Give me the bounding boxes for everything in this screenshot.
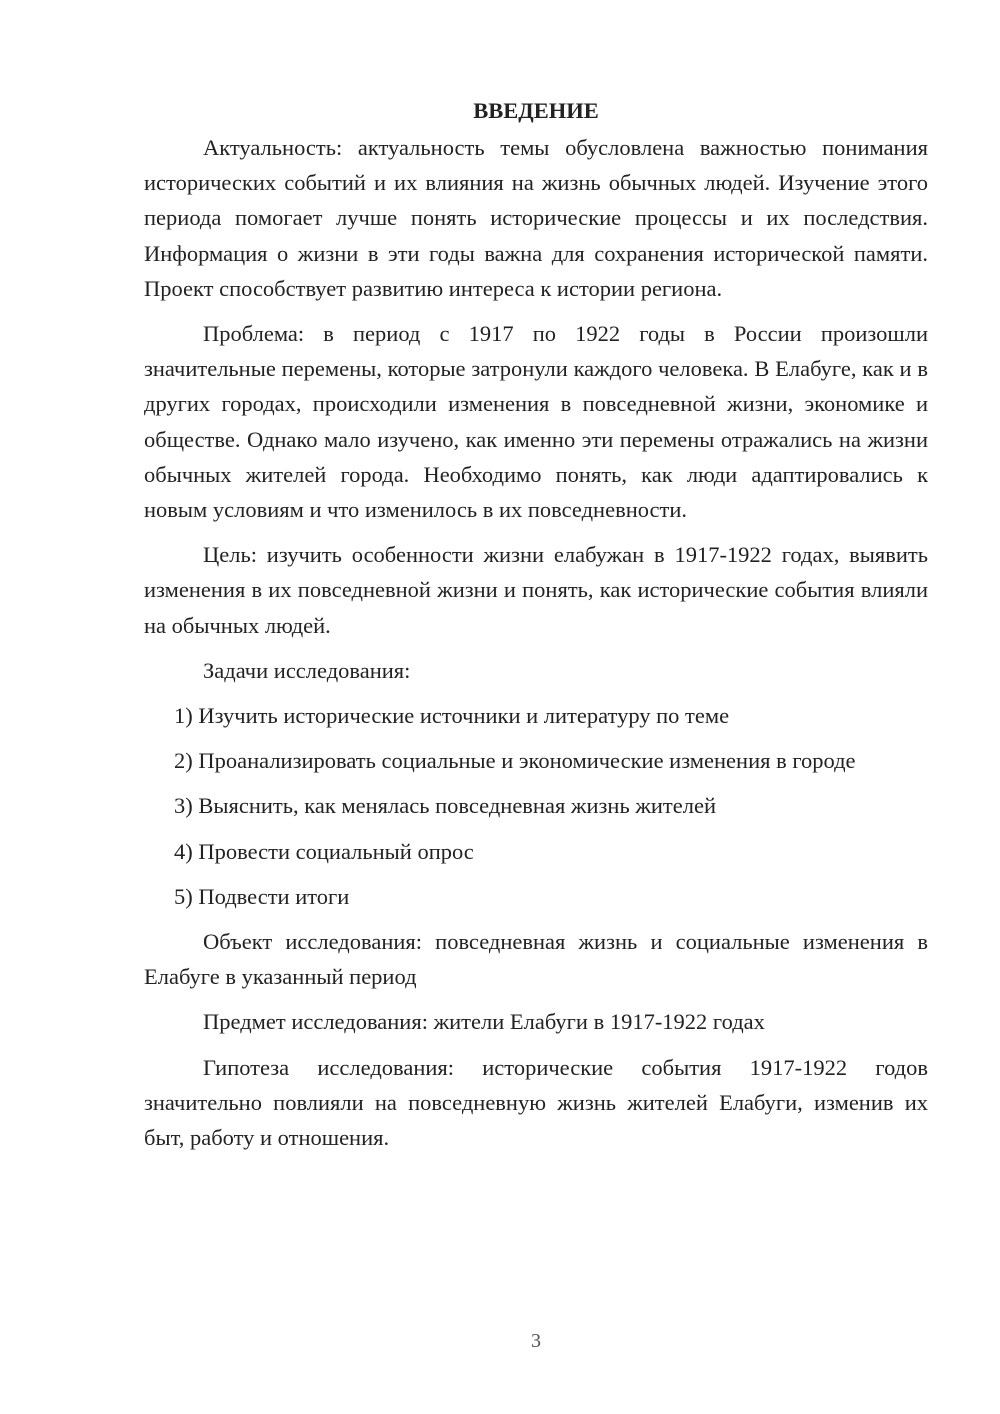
goal-paragraph: Цель: изучить особенности жизни елабужан в 1917-1922 годах, выявить изменения в их повседневной жизни и понять, как исторические события влияли на обычных людей. (144, 542, 928, 638)
page-number: 3 (531, 1330, 541, 1352)
tasks-heading: Задачи исследования: (203, 657, 411, 683)
object-paragraph: Объект исследования: повседневная жизнь и социальные изменения в Елабуге в указанный период (144, 929, 928, 990)
relevance-paragraph: Актуальность: актуальность темы обусловлена важностью понимания исторических событий и их влияния на жизнь обычных людей. Изучение этого периода помогает лучше понять исторические процессы и их последствия. Информация о жизни в эти годы важна для сохранения исторической памяти. Проект способствует развитию интереса к истории региона. (144, 135, 928, 301)
task-item-1: 1) Изучить исторические источники и литературу по теме (174, 703, 730, 729)
hypothesis-paragraph: Гипотеза исследования: исторические события 1917-1922 годов значительно повлияли на повседневную жизнь жителей Елабуги, изменив их быт, работу и отношения. (144, 1054, 928, 1151)
problem-paragraph: Проблема: в период с 1917 по 1922 годы в России произошли значительные перемены, которые затронули каждого человека. В Елабуге, как и в других городах, происходили изменения в повседневной жизни, экономике и обществе. Однако мало изучено, как именно эти перемены отражались на жизни обычных жителей города. Необходимо понять, как люди адаптировались к новым условиям и что изменилось в их повседневности. (144, 321, 928, 523)
task-item-4: 4) Провести социальный опрос (174, 838, 474, 864)
document-page (144, 96, 928, 1165)
page-title: ВВЕДЕНИЕ (473, 98, 599, 123)
task-item-5: 5) Подвести итоги (174, 883, 350, 909)
task-item-2: 2) Проанализировать социальные и экономические изменения в городе (174, 748, 856, 774)
subject-paragraph: Предмет исследования: жители Елабуги в 1917-1922 годах (203, 1009, 765, 1035)
task-item-3: 3) Выяснить, как менялась повседневная жизнь жителей (174, 793, 716, 819)
